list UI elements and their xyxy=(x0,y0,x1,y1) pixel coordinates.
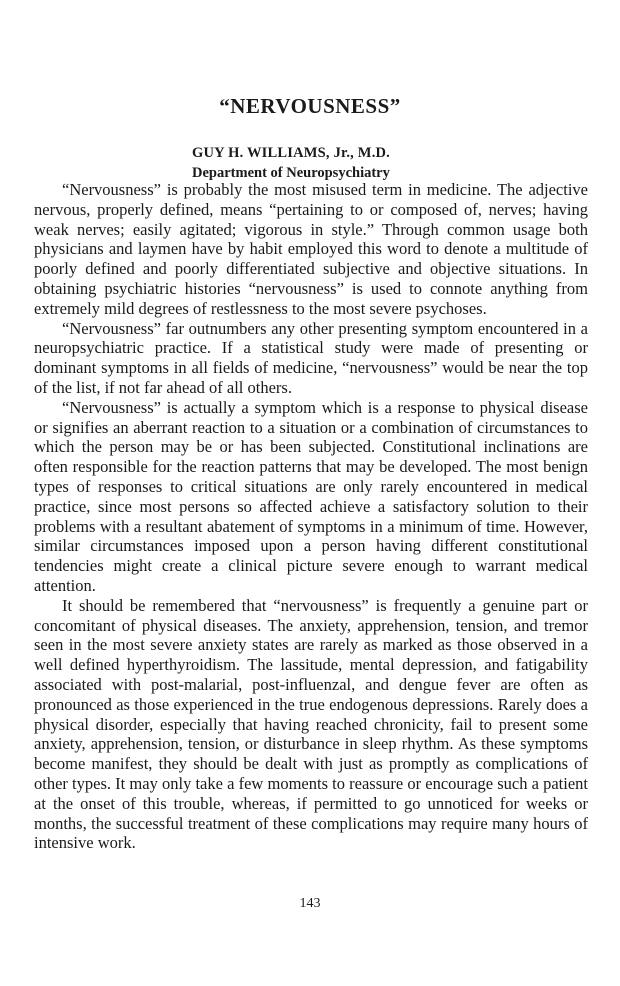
article-title: “NERVOUSNESS” xyxy=(219,94,401,118)
author-name: GUY H. WILLIAMS, Jr., M.D. xyxy=(192,145,391,161)
byline xyxy=(192,143,492,183)
paragraph-1: “Nervousness” is probably the most misused term in medicine. The adjective nervous, properly defined, means “pertaining to or composed of, nerves; having weak nerves; easily agitated; vigorous in style.” Through common usage both physicians and laymen have by habit employed this word to denote a multitude of poorly defined and poorly differentiated subjective and objective situations. In obtaining psychiatric histories “nervousness” is used to connote anything from extremely mild degrees of restlessness to the most severe psychoses. xyxy=(34,180,588,318)
author-department: Department of Neuropsychiatry xyxy=(192,165,390,181)
page-number: 143 xyxy=(299,896,321,911)
article-body xyxy=(34,180,588,853)
paragraph-3: “Nervousness” is actually a symptom which is a response to physical disease or signifies an aberrant reaction to a situation or a combination of circumstances to which the person may be or has been subjected. Constitutional inclinations are often responsible for the reaction patterns that may be developed. The most benign types of responses to critical situations are only rarely encountered in medical practice, since most persons so affected achieve a satisfactory solution to their problems with a resultant abatement of symptoms in a minimum of time. However, similar circumstances imposed upon a person having different constitutional tendencies might create a clinical picture severe enough to warrant medical attention. xyxy=(34,397,588,595)
paragraph-4: It should be remembered that “nervousness” is frequently a genuine part or concomitant of physical diseases. The anxiety, apprehension, tension, and tremor seen in the most severe anxiety states are rarely as marked as those observed in a well defined hyperthyroidism. The lassitude, mental depression, and fatigability associated with post-malarial, post-influenzal, and dengue fever are often as pronounced as those experienced in the true endogenous depressions. Rarely does a physical disorder, especially that having reached chronicity, fail to present some anxiety, apprehension, tension, or disturbance in sleep rhythm. As these symptoms become manifest, they should be dealt with just as promptly as complications of other types. It may only take a few moments to reassure or encourage such a patient at the onset of this trouble, whereas, if permitted to go unnoticed for weeks or months, the successful treatment of these complications may require many hours of intensive work. xyxy=(34,595,588,853)
paragraph-2: “Nervousness” far outnumbers any other presenting symptom encountered in a neuropsychiatric practice. If a statistical study were made of presenting or dominant symptoms in all fields of medicine, “nervousness” would be near the top of the list, if not far ahead of all others. xyxy=(34,318,588,397)
